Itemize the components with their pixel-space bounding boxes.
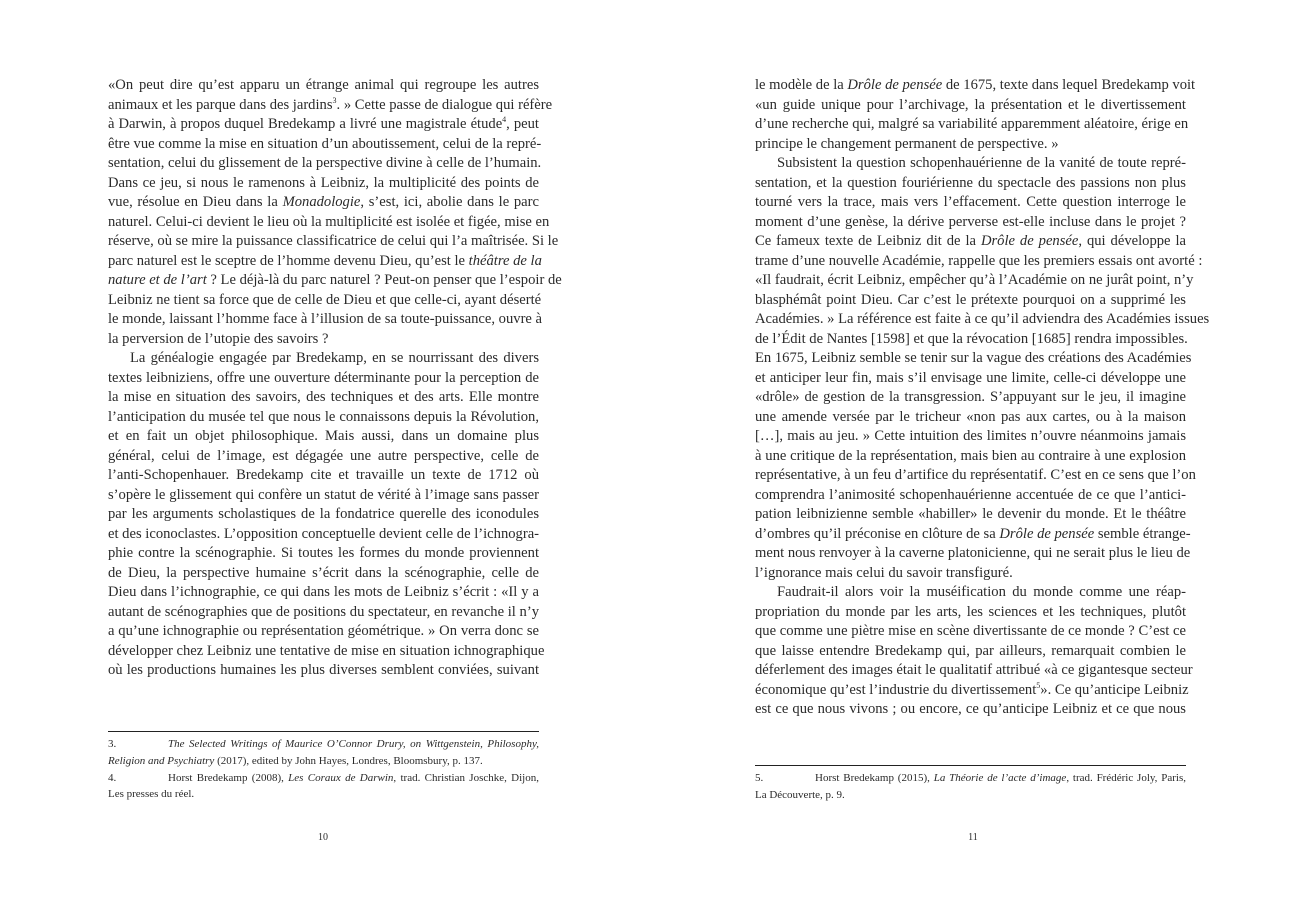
- text-line: [108, 583, 539, 603]
- text-run: phie contre la scénographie. Si toutes les formes du monde proviennent: [108, 545, 539, 561]
- text-run: «Il faudrait, écrit Leibniz, empêcher qu’à l’Académie on ne jurât point, n’y: [755, 272, 1194, 288]
- text-line: [108, 115, 539, 135]
- text-line: [108, 447, 539, 467]
- text-line: [755, 427, 1186, 447]
- footnote-reference[interactable]: 3: [332, 95, 337, 105]
- footnote-line: [108, 736, 539, 753]
- text-run: principe le changement permanent de perspective. »: [755, 135, 1059, 152]
- text-line: [108, 252, 542, 272]
- footnote-number: 3.: [108, 738, 117, 750]
- text-run: à Darwin, à propos duquel Bredekamp a livré une magistrale étude: [108, 116, 503, 132]
- text-run: d’une recherche qui, malgré sa variabilité apparemment aléatoire, érige en: [755, 116, 1189, 132]
- text-run: est ce que nous vivons ; ou encore, ce qu’anticipe Leibniz et ce que nous: [755, 701, 1186, 717]
- text-run: parc naturel est le sceptre de l’homme devenu Dieu, qu’est le: [108, 252, 469, 269]
- text-line: [108, 232, 559, 252]
- text-line: [108, 622, 539, 642]
- text-line: [755, 622, 1186, 642]
- italic-title: Monadologie: [282, 194, 361, 210]
- text-line: [108, 505, 539, 525]
- text-line: [108, 154, 542, 174]
- text-line: [755, 486, 1186, 506]
- footnote-line: [755, 787, 1186, 804]
- text-run: ment nous renvoyer à la caverne platonicienne, qui ne serait plus le lieu de: [755, 545, 1191, 561]
- page-number: 11: [968, 832, 978, 843]
- text-line: [755, 232, 1186, 252]
- right-page: [646, 0, 1292, 904]
- page-number: 10: [318, 832, 328, 843]
- text-run: La généalogie engagée par Bredekamp, en se nourrissant des divers: [130, 350, 539, 366]
- text-run: a qu’une ichnographie ou représentation géométrique. » On verra donc se: [108, 623, 539, 639]
- text-line: [108, 642, 545, 662]
- text-run: «On peut dire qu’est apparu un étrange animal qui regroupe les autres: [108, 77, 539, 93]
- text-line: [108, 330, 539, 350]
- text-run: . » Cette passe de dialogue qui réfère: [336, 96, 553, 113]
- text-line: [755, 700, 1186, 720]
- text-run: , qui développe la: [1078, 233, 1186, 249]
- text-line: [755, 96, 1186, 116]
- italic-title: Les Coraux de Darwin: [288, 771, 394, 784]
- text-run: réserve, où se mire la puissance classificatrice de celui qui l’a maîtrisée. Si le: [108, 233, 559, 249]
- text-line: [755, 76, 1196, 96]
- text-line: [755, 564, 1186, 584]
- text-line: [108, 544, 539, 564]
- italic-title: Drôle de pensée: [980, 233, 1079, 249]
- text-run: «un guide unique pour l’archivage, la présentation et le divertissement: [755, 96, 1186, 113]
- text-run: par les arguments scholastiques de la fondatrice querelle des iconodules: [108, 506, 539, 522]
- text-line: [755, 408, 1186, 428]
- footnote-reference[interactable]: 5: [1036, 680, 1041, 690]
- text-run: tourné vers la trace, mais vers l’effacement. Cette question interroge le: [755, 194, 1186, 210]
- text-run: comprendra l’animosité schopenhauérienne accentuée de ce que l’antici-: [755, 486, 1186, 503]
- text-line: [108, 408, 539, 428]
- italic-title: La Théorie de l’acte d’image: [933, 772, 1067, 784]
- text-run: trame d’une nouvelle Académie, rappelle que les premiers essais ont avorté :: [755, 252, 1203, 269]
- text-run: «drôle» de gestion de la transgression. S’appuyant sur le jeu, il imagine: [755, 389, 1186, 405]
- text-run: , trad. Frédéric Joly, Paris,: [1066, 772, 1186, 784]
- text-line: [755, 661, 1193, 681]
- text-line: [755, 505, 1186, 525]
- text-line: [755, 369, 1186, 389]
- text-run: de 1675, texte dans lequel Bredekamp voit: [942, 77, 1196, 93]
- text-run: de Dieu, la perspective humaine s’écrit dans la scénographie, celle de: [108, 564, 539, 581]
- text-run: textes leibniziens, offre une ouverture déterminante pour la perception de: [108, 369, 539, 386]
- text-run: blasphémât point Dieu. Car c’est le prétexte pourquoi on a supprimé les: [755, 291, 1186, 308]
- text-line: [108, 427, 539, 447]
- text-line: [755, 291, 1186, 311]
- text-run: La Découverte, p. 9.: [755, 788, 845, 801]
- text-run: être vue comme la mise en situation d’un aboutissement, celui de la repré-: [108, 135, 542, 152]
- text-run: représentative, à un feu d’artifice du représentatif. C’est en ce sens que l’on: [755, 467, 1196, 483]
- text-line: [755, 154, 1186, 174]
- text-line: [755, 330, 1186, 350]
- text-line: [108, 525, 539, 545]
- text-run: déferlement des images était le qualitatif attribué «à ce gigantesque secteur: [755, 662, 1193, 678]
- text-line: [755, 193, 1186, 213]
- text-run: , s’est, ici, abolie dans le parc: [360, 194, 539, 210]
- footnote-line: [755, 770, 1186, 787]
- text-line: [108, 564, 539, 584]
- text-run: et en fait un objet philosophique. Mais aussi, dans un domaine plus: [108, 428, 539, 444]
- text-run: sentation, et la question fouriérienne du spectacle des passions non plus: [755, 174, 1186, 191]
- text-line: [755, 642, 1186, 662]
- text-run: naturel. Celui-ci devient le lieu où la multiplicité est isolée et figée, mise en: [108, 213, 550, 230]
- text-line: [108, 174, 539, 194]
- text-line: [755, 466, 1196, 486]
- text-line: [755, 271, 1194, 291]
- text-run: ? Le déjà-là du parc naturel ? Peut-on penser que l’espoir de: [206, 272, 562, 288]
- text-line: [755, 349, 1192, 369]
- text-line: [108, 661, 539, 681]
- text-line: [108, 76, 539, 96]
- text-line: [108, 95, 553, 116]
- italic-title: nature et de l’art: [108, 272, 207, 288]
- footnote-reference[interactable]: 4: [502, 115, 507, 124]
- text-run: moment d’une genèse, la dérive perverse est-elle incluse dans le projet ?: [755, 213, 1186, 230]
- text-line: [108, 271, 562, 291]
- text-run: pation leibnizienne semble «habiller» le devenir du monde. Et le théâtre: [755, 506, 1186, 522]
- text-run: autant de scénographies que de positions du spectateur, en revanche il n’y: [108, 603, 539, 620]
- text-run: (2017), edited by John Hayes, Londres, Bloomsbury, p. 137.: [214, 754, 483, 767]
- text-run: une amende versée par le tricheur «non pas aux cartes, ou à la maison: [755, 408, 1186, 425]
- text-run: animaux et les parque dans des jardins: [108, 96, 333, 113]
- footnote-rule: [108, 731, 539, 732]
- text-run: En 1675, Leibniz semble se tenir sur la vague des créations des Académies: [755, 350, 1192, 366]
- text-run: l’anti-Schopenhauer. Bredekamp cite et travaille un texte de 1712 où: [108, 467, 539, 483]
- text-run: ». Ce qu’anticipe Leibniz: [1040, 681, 1189, 698]
- text-run: économique qu’est l’industrie du divertissement: [755, 681, 1037, 698]
- footnotes: [755, 770, 1186, 804]
- text-line: [108, 486, 539, 506]
- text-line: [755, 525, 1191, 545]
- text-line: [755, 252, 1203, 272]
- text-line: [755, 388, 1186, 408]
- text-run: général, celui de l’image, est dégagée une autre perspective, celle de: [108, 447, 539, 464]
- text-line: [755, 544, 1191, 564]
- text-line: [108, 213, 550, 233]
- text-run: d’ombres qu’il préconise en clôture de sa: [755, 525, 1000, 542]
- text-run: vue, résolue en Dieu dans la: [108, 194, 283, 210]
- text-line: [755, 310, 1210, 330]
- text-run: semble étrange-: [1094, 525, 1191, 542]
- text-run: et anticiper leur fin, mais s’il envisage une limite, celle-ci développe une: [755, 369, 1186, 386]
- text-run: le modèle de la: [755, 77, 848, 93]
- italic-title: théâtre de la: [468, 252, 542, 269]
- italic-title: The Selected Writings of Maurice O’Connor Drury, on Wittgenstein, Philosophy,: [168, 738, 539, 750]
- text-run: Horst Bredekamp (2008),: [168, 771, 289, 784]
- text-line: [755, 447, 1186, 467]
- italic-title: Drôle de pensée: [847, 77, 943, 93]
- text-line: [108, 349, 539, 369]
- footnotes: [108, 736, 539, 803]
- text-line: [755, 174, 1186, 194]
- text-line: [108, 135, 542, 155]
- footnote-number: 4.: [108, 771, 117, 784]
- text-run: l’anticipation du musée tel que nous le connaissons depuis la Révolution,: [108, 408, 539, 425]
- text-line: [755, 115, 1189, 135]
- text-run: où les productions humaines les plus diverses semblent conviées, suivant: [108, 662, 539, 678]
- text-run: , trad. Christian Joschke, Dijon,: [393, 771, 539, 784]
- text-line: [108, 369, 539, 389]
- text-line: [108, 291, 542, 311]
- text-line: [755, 135, 1186, 155]
- footnote-number: 5.: [755, 772, 764, 784]
- italic-title: Religion and Psychiatry: [108, 754, 215, 767]
- text-run: que laisse entendre Bredekamp qui, par ailleurs, remarquait combien le: [755, 642, 1186, 659]
- footnote-line: [108, 770, 539, 787]
- text-run: de l’Édit de Nantes [1598] et que la révocation [1685] rendra impossibles.: [755, 330, 1188, 347]
- text-run: sentation, celui du glissement de la perspective divine à celle de l’humain.: [108, 155, 542, 171]
- italic-title: Drôle de pensée: [999, 525, 1095, 542]
- text-run: Académies. » La référence est faite à ce qu’il adviendra des Académies issues: [755, 311, 1210, 327]
- text-line: [755, 583, 1186, 603]
- text-run: l’ignorance mais celui du savoir transfiguré.: [755, 564, 1013, 581]
- text-run: Les presses du réel.: [108, 788, 195, 801]
- text-run: la mise en situation des savoirs, des techniques et des arts. Elle montre: [108, 389, 539, 405]
- text-run: […], mais au jeu. » Cette intuition des limites n’ouvre néanmoins jamais: [755, 428, 1186, 444]
- text-run: et des iconoclastes. L’opposition conceptuelle devient celle de l’ichnogra-: [108, 525, 540, 542]
- body-text: [108, 76, 562, 681]
- text-line: [755, 680, 1189, 701]
- text-line: [108, 466, 539, 486]
- text-run: , peut: [506, 116, 539, 132]
- text-run: que comme une piètre mise en scène divertissante de ce monde ? C’est ce: [755, 623, 1186, 639]
- text-run: à une critique de la représentation, mais bien au contraire à une explosion: [755, 447, 1186, 464]
- text-run: Leibniz ne tient sa force que de celle de Dieu et que celle-ci, ayant déserté: [108, 291, 542, 308]
- text-run: Subsistent la question schopenhauérienne de la vanité de toute repré-: [777, 155, 1186, 171]
- footnote-rule: [755, 765, 1186, 766]
- text-run: Faudrait-il alors voir la muséification du monde comme une réap-: [777, 584, 1186, 600]
- text-run: Dieu dans l’ichnographie, ce qui dans les mots de Leibniz s’écrit : «Il y a: [108, 584, 539, 600]
- footnote-line: [108, 786, 539, 803]
- text-line: [108, 603, 539, 623]
- text-run: propriation du monde par les arts, les sciences et les techniques, plutôt: [755, 603, 1186, 620]
- text-run: Ce fameux texte de Leibniz dit de la: [755, 233, 981, 249]
- text-run: Horst Bredekamp (2015),: [815, 772, 934, 784]
- text-run: s’opère le glissement qui confère un statut de vérité à l’image sans passer: [108, 486, 539, 503]
- text-line: [108, 193, 539, 213]
- text-line: [108, 388, 539, 408]
- body-text: [755, 76, 1210, 720]
- text-run: la perversion de l’utopie des savoirs ?: [108, 330, 329, 347]
- footnote-line: [108, 753, 539, 770]
- text-run: Dans ce jeu, si nous le ramenons à Leibniz, la multiplicité des points de: [108, 174, 539, 191]
- text-run: développer chez Leibniz une tentative de mise en situation ichnographique: [108, 642, 545, 659]
- text-run: le monde, laissant l’homme face à l’illusion de sa toute-puissance, ouvre à: [108, 311, 543, 327]
- text-line: [108, 310, 543, 330]
- text-line: [755, 213, 1186, 233]
- text-line: [755, 603, 1186, 623]
